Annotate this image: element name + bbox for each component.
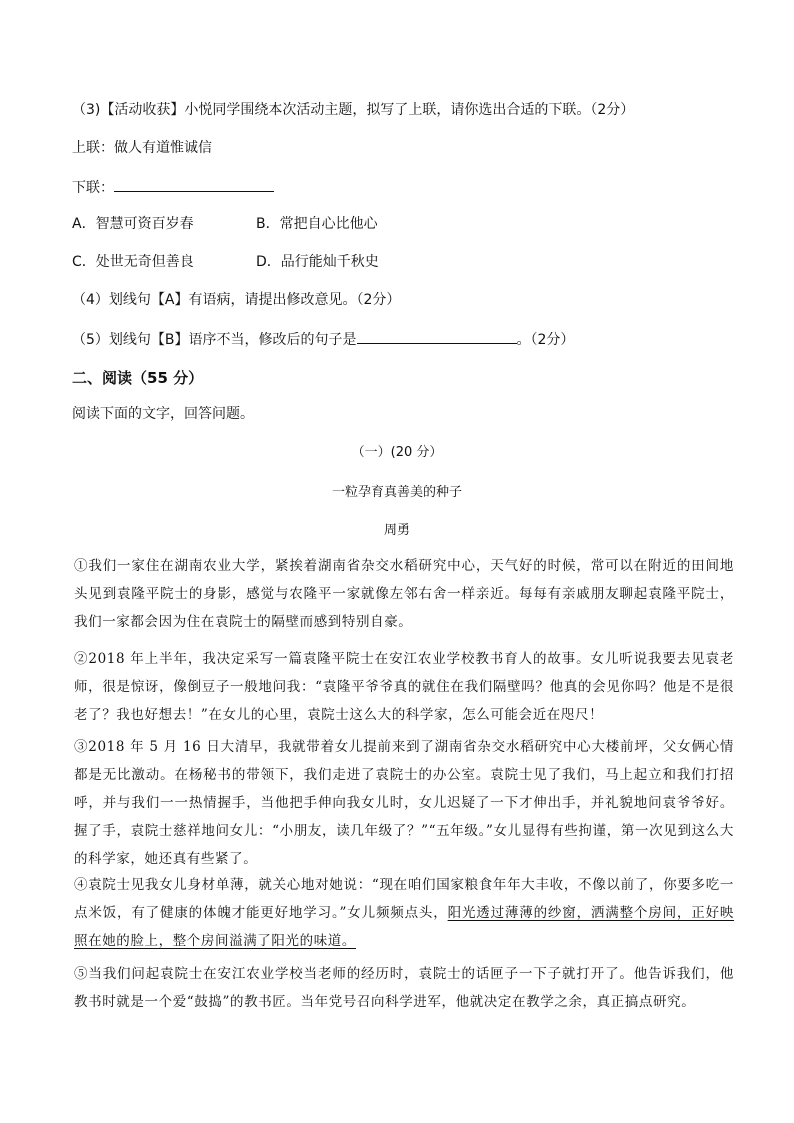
lower-couplet-label: 下联： — [72, 180, 114, 196]
option-b: B．常把自心比他心 — [256, 216, 378, 232]
paragraph-3: ③2018 年 5 月 16 日大清早，我就带着女儿提前来到了湖南省杂交水稻研究中心大楼前坪，父女俩心情都是无比激动。在杨秘书的带领下，我们走进了袁院士的办公室。袁院士见了我们，马上起立和我们打招呼，并与我们一一热情握手，当他把手伸向我女儿时，女儿迟疑了一下才伸出手，并礼貌地问袁爷爷好。握了手，袁院士慈祥地问女儿：“小朋友，读几年级了？”“五年级。”女儿显得有些拘谨，第一次见到这么大的科学家，她还真有些紧了。 — [74, 739, 734, 867]
upper-couplet: 上联：做人有道惟诚信 — [72, 140, 212, 156]
question-4: （4）划线句【A】有语病，请提出修改意见。（2分） — [72, 292, 401, 308]
answer-blank[interactable] — [114, 177, 274, 192]
question-3: （3)【活动收获】小悦同学围绕本次活动主题，拟写了上联，请你选出合适的下联。（2分） — [72, 102, 635, 118]
option-c: C．处世无奇但善良 — [72, 254, 194, 270]
paragraph-4-text: ④袁院士见我女儿身材单薄，就关心地对她说：“现在咱们国家粮食年年大丰收，不像以前了，你要多吃一点米饭，有了健康的体魄才能更好地学习。”女儿频频点头， — [74, 877, 734, 921]
underlined-sentence: 阳光透过薄薄的纱窗，洒满整个房间，正好映照在她的脸上，整个房间溢满了阳光的味道。 — [74, 905, 735, 949]
reading-instruction: 阅读下面的文字，回答问题。 — [72, 406, 254, 422]
question-5-suffix: 。（2分） — [516, 332, 575, 348]
paragraph-2: ②2018 年上半年，我决定采写一篇袁隆平院士在安江农业学校教书育人的故事。女儿听说我要去见袁老师，很是惊讶，像倒豆子一般地问我：“袁隆平爷爷真的就住在我们隔壁吗？他真的会见你吗？他是不是很老了？我也好想去！”在女儿的心里，袁院士这么大的科学家，怎么可能会近在咫尺！ — [74, 651, 734, 723]
option-d: D．品行能灿千秋史 — [256, 254, 379, 270]
passage-number: （一）(20 分） — [351, 445, 443, 460]
passage-title: 一粒孕育真善美的种子 — [331, 485, 462, 500]
paragraph-4 — [74, 871, 734, 955]
question-5 — [72, 329, 574, 349]
question-5-prefix: （5）划线句【B】语序不当，修改后的句子是 — [72, 332, 357, 348]
option-a: A．智慧可资百岁春 — [72, 216, 194, 232]
lower-couplet — [72, 177, 274, 197]
section-title: 二、阅读（55 分） — [72, 369, 204, 387]
passage-author: 周勇 — [383, 523, 410, 538]
answer-blank[interactable] — [357, 329, 517, 344]
paragraph-5: ⑤当我们问起袁院士在安江农业学校当老师的经历时，袁院士的话匣子一下子就打开了。他告诉我们，他教书时就是一个爱“鼓捣”的教书匠。当年党号召向科学进军，他就决定在教学之余，真正搞点研究。 — [74, 966, 734, 1010]
paragraph-1: ①我们一家住在湖南农业大学，紧挨着湖南省杂交水稻研究中心，天气好的时候，常可以在附近的田间地头见到袁隆平院士的身影，感觉与农隆平一家就像左邻右舍一样亲近。每每有亲戚朋友聊起袁隆平院士，我们一家都会因为住在袁院士的隔壁而感到特别自豪。 — [74, 558, 734, 630]
